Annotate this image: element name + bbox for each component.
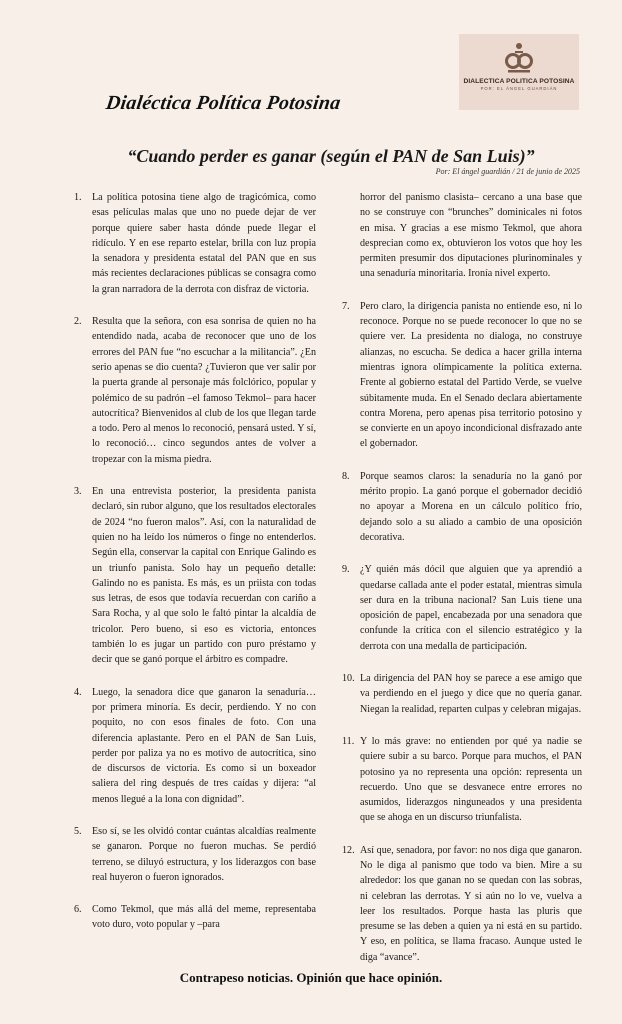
list-item <box>74 902 316 933</box>
masthead-title: Dialéctica Política Potosina <box>104 92 343 114</box>
item-number: 10. <box>342 673 355 685</box>
list-item <box>342 734 582 826</box>
item-number: 11. <box>342 735 355 747</box>
item-text: Resulta que la señora, con esa sonrisa de quien no ha entendido nada, acaba de reconocer que uno de los errores del PAN fue “no escuchar a la militancia”. ¿En serio apenas se dio cuenta? ¿Tuvieron que ver salir por la puerta grande al personaje más folclórico, popular y polémico de su padrón –el famoso Tekmol– para hacer autocrítica? Bienvenidos al club de los que llegan tarde a todo. Pero al menos lo reconoció, pensará usted. Y sí, lo reconoció… cinco segundos antes de volver a tropezar con la misma piedra. <box>92 316 316 465</box>
list-item <box>74 685 316 807</box>
item-text: La dirigencia del PAN hoy se parece a ese amigo que va perdiendo en el juego y dice que no quería ganar. Niegan la realidad, reparten culpas y celebran migajas. <box>360 673 582 715</box>
logo-name: DIALECTICA POLITICA POTOSINA <box>463 78 575 85</box>
item-text: Pero claro, la dirigencia panista no entiende eso, ni lo reconoce. Porque no se puede reconocer lo que no se quiere ver. La presidenta no dialoga, no construye alianzas, no escucha. Se dedica a hacer grilla interna mientras ignora olímpicamente la política externa. Frente al gobierno estatal del Partido Verde, se vuelve súbitamente muda. En el Senado declara abiertamente contra Morena, pero apenas pisa territorio potosino y se convierte en un apoyo incondicional disfrazado ante el gobernador. <box>360 300 582 450</box>
list-item <box>74 190 316 297</box>
item-text: ¿Y quién más dócil que alguien que ya aprendió a quedarse callada ante el poder estatal, mientras simula ser dura en la tribuna nacional? San Luis tiene una oposición de papel, encabezada por una senadora que confunde la crítica con el silencio estratégico y la derrota con una medalla de participación. <box>360 564 582 652</box>
item-number: 6. <box>74 904 82 916</box>
logo-subtitle: POR: EL ÁNGEL GUARDIÁN <box>480 86 558 91</box>
list-item <box>342 843 582 965</box>
item-text: Eso sí, se les olvidó contar cuántas alcaldías realmente se ganaron. Porque no fueron muchas. Se perdió terreno, se diluyó estructura, y los liderazgos con base real huyeron o fueron ignorados. <box>92 825 316 883</box>
item-number: 4. <box>74 686 82 698</box>
item-text: La política potosina tiene algo de tragicómica, como esas películas malas que uno no puede dejar de ver porque quiere saber hasta dónde puede llegar el ridículo. Y en ese reparto estelar, brilla con luz propia la senadora y presidenta estatal del PAN que en sus más recientes declaraciones públicas se consagra como la gran narradora de la derrota con disfraz de victoria. <box>92 192 316 295</box>
footer-tagline: Contrapeso noticias. Opinión que hace opinión. <box>179 970 443 985</box>
article-byline: Por: El ángel guardián / 21 de junio de 2025 <box>435 167 580 176</box>
left-column <box>74 190 316 950</box>
list-item <box>74 824 316 885</box>
item-text: Así que, senadora, por favor: no nos diga que ganaron. No le diga al panismo que todo va bien. Mire a su alrededor: los que ganan no se quedan con las sobras, ni celebran las derrotas. Y si aún no lo ve, vuelva a leer los resultados. Porque hasta las pluris que presume se las deben a quien ya ni está en su partido. Y eso, en política, se llama fracaso. Aunque usted le diga “avance”. <box>360 844 582 963</box>
item-number: 3. <box>74 486 82 498</box>
logo-emblem-icon <box>504 42 534 74</box>
item-text: En una entrevista posterior, la presidenta panista declaró, sin rubor alguno, que los resultados electorales de 2024 “no fueron malos”. Así, con la naturalidad de quien no ha leído los números o finge no entenderlos. Según ella, conservar la capital con Enrique Galindo es un triunfo panista. Solo hay un pequeño detalle: Galindo no es panista. Es más, es un priista con todas sus letras, de esos que todavía recuerdan con cariño a Sara Rocha, y al que solo le faltó pintar la alcaldía de tricolor. Pero bueno, si eso es victoria, entonces también lo es jugar un partido con puro préstamo y decir que se ganó porque el árbitro es compadre. <box>92 486 316 666</box>
logo <box>459 34 579 110</box>
item-number: 8. <box>342 470 350 482</box>
right-column <box>342 190 582 982</box>
item-number: 12. <box>342 844 355 856</box>
item-text: Como Tekmol, que más allá del meme, representaba voto duro, voto popular y –para <box>92 904 316 931</box>
item-text: Luego, la senadora dice que ganaron la senaduría… por primera minoría. Es decir, perdiendo. Y no con poquito, no con esos finales de foto. Con una diferencia aplastante. Pero en el PAN de San Luis, perder por paliza ya no es motivo de autocrítica, sino de discursos de victoria. Es como si un boxeador saliera del ring después de tres caídas y dijera: “al menos llegué a la lona con dignidad”. <box>92 686 316 805</box>
list-item <box>342 671 582 717</box>
list-item <box>342 562 582 654</box>
item-text: Porque seamos claros: la senaduría no la ganó por mérito propio. La ganó porque el gobernador decidió no apoyar a Morena en un cálculo político frío, dejando solo a su aliado a cambio de una oposición decorativa. <box>360 470 582 543</box>
item-number: 9. <box>342 564 350 576</box>
list-item <box>74 484 316 668</box>
item-number: 7. <box>342 300 350 312</box>
list-item-continuation: horror del panismo clasista– cercano a una base que no se construye con “brunches” dominicales ni fotos en misa. Y gracias a ese mismo Tekmol, que ahora desprecian como ex, obtuvieron los votos que hoy les permiten presumir dos diputaciones plurinominales y una senaduría minoritaria. Ironía nivel experto. <box>360 192 582 280</box>
list-item <box>74 314 316 467</box>
item-number: 2. <box>74 316 82 328</box>
list-item <box>342 299 582 452</box>
article-title: “Cuando perder es ganar (según el PAN de San Luis)” <box>127 146 535 166</box>
item-number: 1. <box>74 192 82 203</box>
item-number: 5. <box>74 825 82 837</box>
list-item <box>342 469 582 545</box>
item-text: Y lo más grave: no entienden por qué ya nadie se quiere subir a su barco. Porque para muchos, el PAN potosino ya no representa una opción: representa un recuerdo. Uno que se desvanece entre errores no asumidos, liderazgos ninguneados y una presidenta que se ahoga en un discurso triunfalista. <box>360 735 582 824</box>
